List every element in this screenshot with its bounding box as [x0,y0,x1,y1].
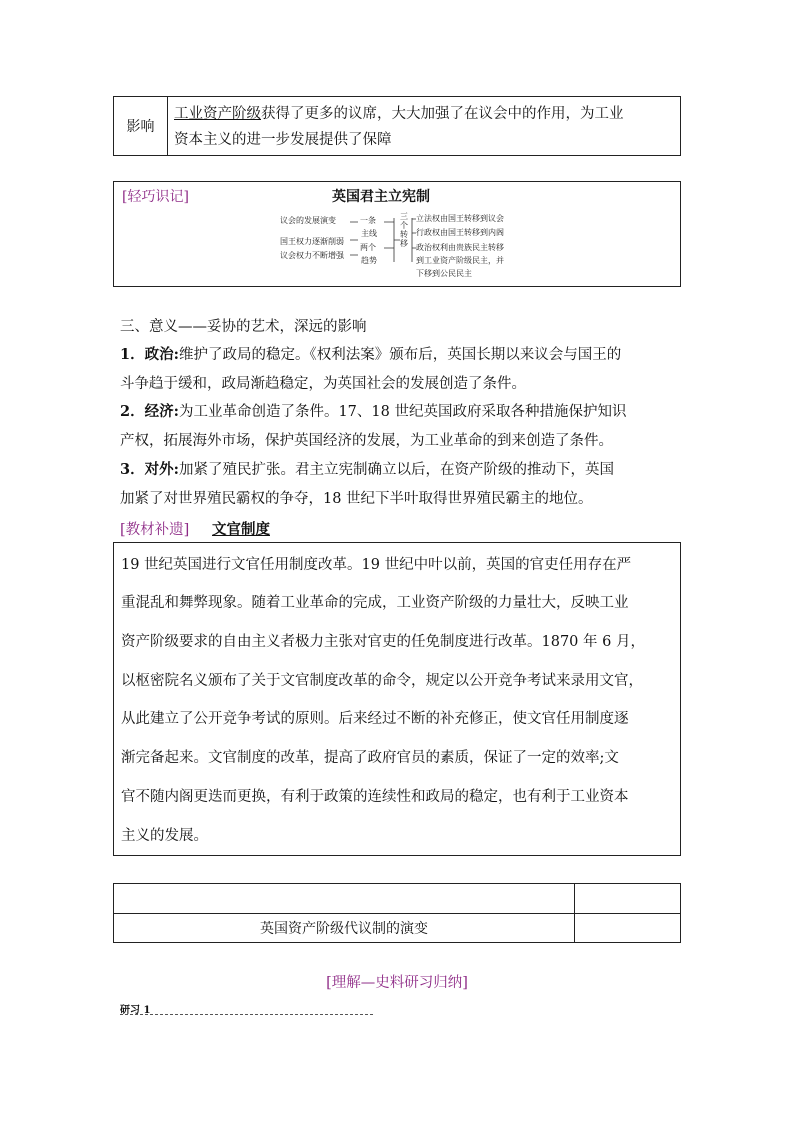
item3-label: 3．对外: [120,461,179,478]
evolution-cell: 英国资产阶级代议制的演变 [260,921,428,937]
item2-line1 [120,402,680,422]
supplement-line-4: 以枢密院名义颁布了关于文官制度改革的命令，规定以公开竞争考试来录用文官， [121,673,643,689]
supplement-tag: [教材补遗] [120,522,190,538]
supplement-box [113,542,681,856]
mind-right-3: 政治权利由贵族民主转移 [416,243,504,252]
mind-mid-main: 主线 [361,229,377,238]
evolution-table [113,883,681,943]
tip-tag: [轻巧识记] [122,189,189,205]
supplement-line-3: 资产阶级要求的自由主义者极力主张对官吏的任免制度进行改革。1870 年 6 月， [121,634,645,650]
item2-label: 2．经济: [120,403,179,420]
mind-mid-one: 一条 [360,216,376,225]
mind-right-4: 到工业资产阶级民主，并 [416,256,504,265]
impact-table [113,96,681,156]
understand-heading: [理解—史料研习归纳] [326,975,468,991]
mind-right-1: 立法权由国王转移到议会 [416,214,504,223]
item1-line1 [120,345,680,365]
mind-left-top: 议会的发展演变 [280,216,336,225]
supplement-line-1: 19 世纪英国进行文官任用制度改革。19 世纪中叶以前，英国的官吏任用存在严 [121,557,632,573]
supplement-title: 文官制度 [212,521,270,538]
item3-text: 加紧了殖民扩张。君主立宪制确立以后，在资产阶级的推动下，英国 [178,462,614,478]
supplement-line-5: 从此建立了公开竞争考试的原则。后来经过不断的补充修正，使文官任用制度逐 [121,711,629,727]
mind-mid-two: 两个 [360,243,376,252]
mind-three-transfers: 三个转移 [400,212,408,248]
impact-line2: 资本主义的进一步发展提供了保障 [174,132,392,148]
impact-label: 影响 [114,97,168,155]
tip-title: 英国君主立宪制 [332,189,430,205]
item1-text: 维护了政局的稳定。《权利法案》颁布后，英国长期以来议会与国王的 [178,347,622,363]
impact-subject: 工业资产阶级 [174,106,261,122]
mind-left-mid: 国王权力逐渐削弱 [280,237,344,246]
supplement-line-2: 重混乱和舞弊现象。随着工业革命的完成，工业资产阶级的力量壮大，反映工业 [121,595,629,611]
supplement-line-6: 渐完备起来。文官制度的改革，提高了政府官员的素质，保证了一定的效率;文 [121,750,619,766]
impact-content [174,101,674,153]
item2-line2: 产权，拓展海外市场，保护英国经济的发展，为工业革命的到来创造了条件。 [120,433,613,449]
study-label: 研习 1 [120,1005,151,1016]
study-dashed-line [120,1014,373,1015]
mind-right-2: 行政权由国王转移到内阁 [416,228,504,237]
section-heading: 三、意义——妥协的艺术，深远的影响 [120,319,367,335]
supplement-line-7: 官不随内阁更迭而更换，有利于政策的连续性和政局的稳定，也有利于工业资本 [121,789,629,805]
item2-text: 为工业革命创造了条件。17、18 世纪英国政府采取各种措施保护知识 [178,404,627,420]
supplement-line-8: 主义的发展。 [121,828,208,844]
mind-right-5: 下移到公民民主 [416,269,472,278]
item1-line2: 斗争趋于缓和，政局渐趋稳定，为英国社会的发展创造了条件。 [120,376,526,392]
item3-line1 [120,460,680,480]
mind-mid-trend: 趋势 [361,256,377,265]
tip-box [113,181,681,287]
mind-left-bot: 议会权力不断增强 [280,251,344,260]
item3-line2: 加紧了对世界殖民霸权的争夺，18 世纪下半叶取得世界殖民霸主的地位。 [120,491,593,507]
impact-text: 获得了更多的议席，大大加强了在议会中的作用，为工业 [261,106,624,122]
item1-label: 1．政治: [120,346,179,363]
mind-map-connectors [114,182,680,286]
